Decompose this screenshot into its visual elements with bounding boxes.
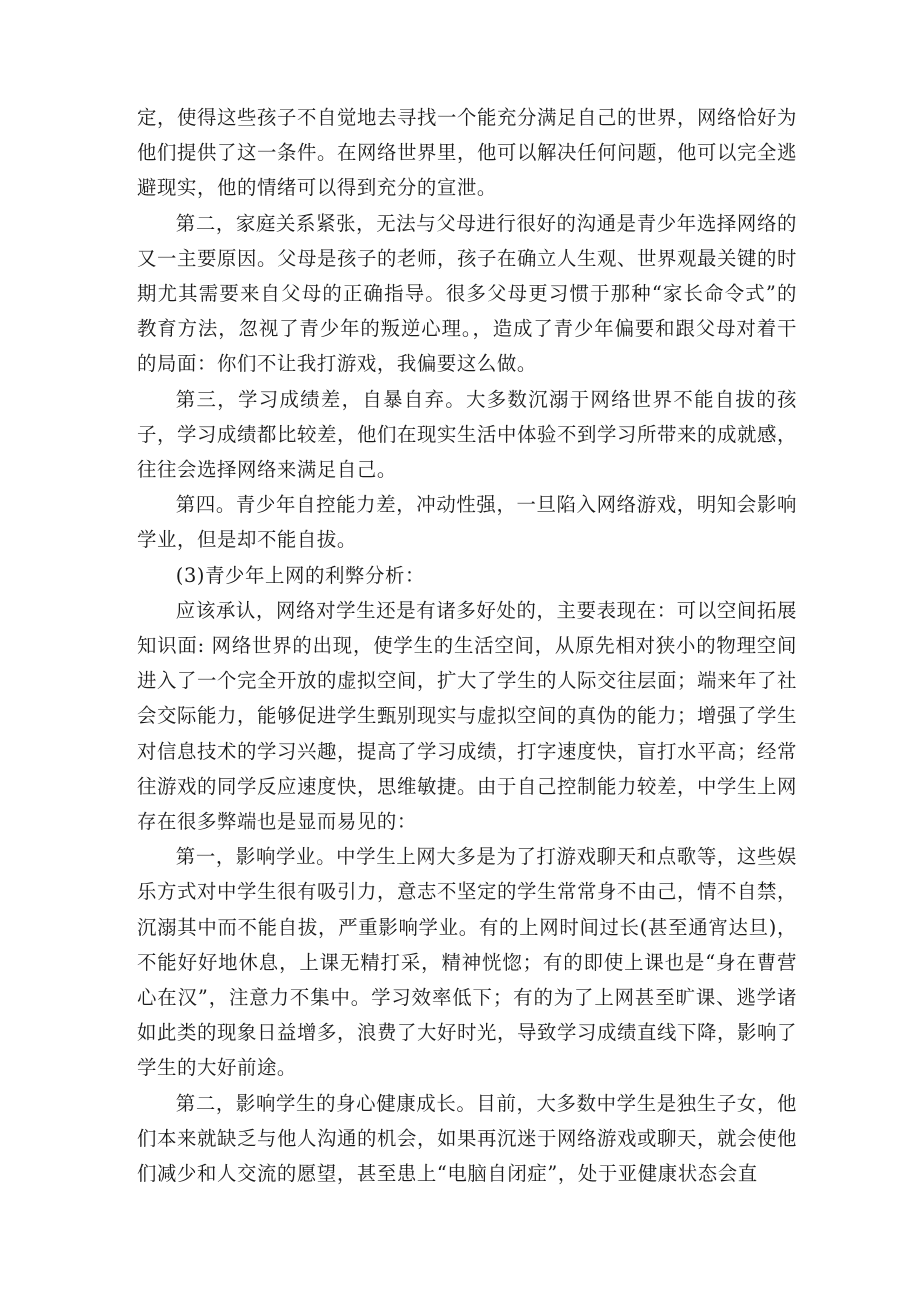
- paragraph-affects-health: 第二，影响学生的身心健康成长。目前，大多数中学生是独生子女，他们本来就缺乏与他人沟通的机会，如果再沉迷于网络游戏或聊天，就会使他们减少和人交流的愿望，甚至患上“电脑自闭症”，处于亚健康状态会直: [137, 1091, 797, 1186]
- section-heading-pros-cons: (3)青少年上网的利弊分析：: [175, 563, 425, 587]
- paragraph-poor-grades: 第三，学习成绩差，自暴自弃。大多数沉溺于网络世界不能自拔的孩子，学习成绩都比较差，他们在现实生活中体验不到学习所带来的成就感，往往会选择网络来满足自己。: [137, 387, 797, 482]
- document-body: [137, 100, 797, 1191]
- paragraph-self-control: 第四。青少年自控能力差，冲动性强，一旦陷入网络游戏，明知会影响学业，但是却不能自拔。: [137, 493, 797, 552]
- paragraph-affects-study: 第一，影响学业。中学生上网大多是为了打游戏聊天和点歌等，这些娱乐方式对中学生很有吸引力，意志不坚定的学生常常身不由己，情不自禁，沉溺其中而不能自拔，严重影响学业。有的上网时间过长(甚至通宵达旦)，不能好好地休息，上课无精打采，精神恍惚；有的即使上课也是“身在曹营心在汉”，注意力不集中。学习效率低下；有的为了上网甚至旷课、逃学诸如此类的现象日益增多，浪费了大好时光，导致学习成绩直线下降，影响了学生的大好前途。: [137, 845, 797, 1080]
- paragraph-benefits: 应该承认，网络对学生还是有诸多好处的，主要表现在：可以空间拓展知识面: 网络世界的出现，使学生的生活空间，从原先相对狭小的物理空间进入了一个完全开放的虚拟空间，扩大了学生的人际交往层面；端来年了社会交际能力，能够促进学生甄别现实与虚拟空间的真伪的能力；增强了学生对信息技术的学习兴趣，提高了学习成绩，打字速度快，盲打水平高；经常往游戏的同学反应速度快，思维敏捷。由于自己控制能力较差，中学生上网存在很多弊端也是显而易见的：: [137, 598, 797, 834]
- paragraph-continuation: 定，使得这些孩子不自觉地去寻找一个能充分满足自己的世界，网络恰好为他们提供了这一条件。在网络世界里，他可以解决任何问题，他可以完全逃避现实，他的情绪可以得到充分的宣泄。: [137, 106, 797, 200]
- paragraph-family-relations: 第二，家庭关系紧张，无法与父母进行很好的沟通是青少年选择网络的又一主要原因。父母是孩子的老师，孩子在确立人生观、世界观最关键的时期尤其需要来自父母的正确指导。很多父母更习惯于那种“家长命令式”的教育方法，忽视了青少年的叛逆心理。，造成了青少年偏要和跟父母对着干的局面：你们不让我打游戏，我偏要这么做。: [137, 211, 797, 376]
